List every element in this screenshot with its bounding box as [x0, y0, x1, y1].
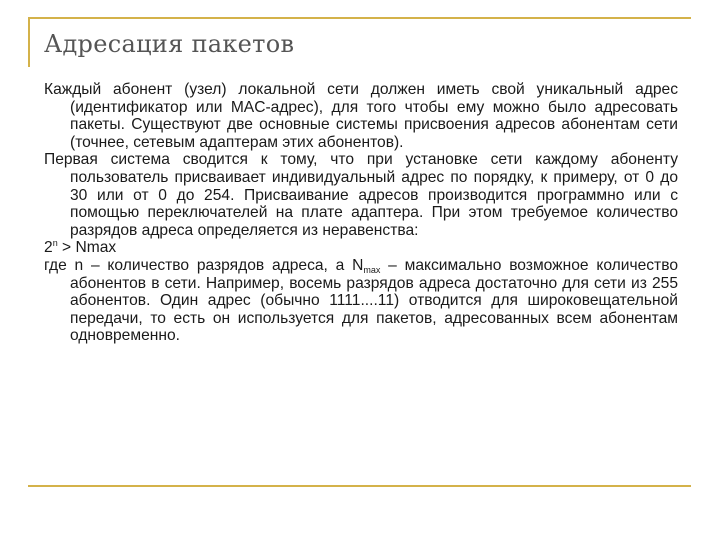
frame-left-line	[28, 17, 30, 67]
formula-rest: > Nmax	[57, 239, 117, 257]
nmax-subscript: max	[363, 264, 381, 275]
formula-base: 2	[44, 239, 53, 257]
slide-body	[44, 81, 678, 345]
paragraph-2: Первая система сводится к тому, что при установке сети каждому абоненту пользователь присваивает индивидуальный адрес по порядку, к примеру, от 0 до 30 или от 0 до 254. Присваивание адресов производится программно или с помощью переключателей на плате адаптера. При этом требуемое количество разрядов адреса определяется из неравенства:	[44, 151, 678, 239]
formula-line	[44, 239, 678, 257]
paragraph-1: Каждый абонент (узел) локальной сети должен иметь свой уникальный адрес (идентификатор или MAC-адрес), для того чтобы ему можно было адресовать пакеты. Существуют две основные системы присвоения адресов абонентам сети (точнее, сетевым адаптерам этих абонентов).	[44, 81, 678, 151]
paragraph-3-end: – максимально возможное количество абонентов в сети. Например, восемь разрядов адреса достаточно для сети из 255 абонентов. Один адрес (обычно 1111....11) отводится для широковещательной передачи, то есть он используется для пакетов, адресованных всем абонентам одновременно.	[70, 256, 678, 345]
formula-exponent: n	[52, 238, 58, 249]
paragraph-3	[44, 257, 678, 345]
frame-top-line	[28, 17, 691, 19]
frame-bottom-line	[28, 485, 691, 487]
paragraph-3-start: где n – количество разрядов адреса, а N	[44, 256, 364, 274]
slide-title: Адресация пакетов	[44, 30, 295, 58]
